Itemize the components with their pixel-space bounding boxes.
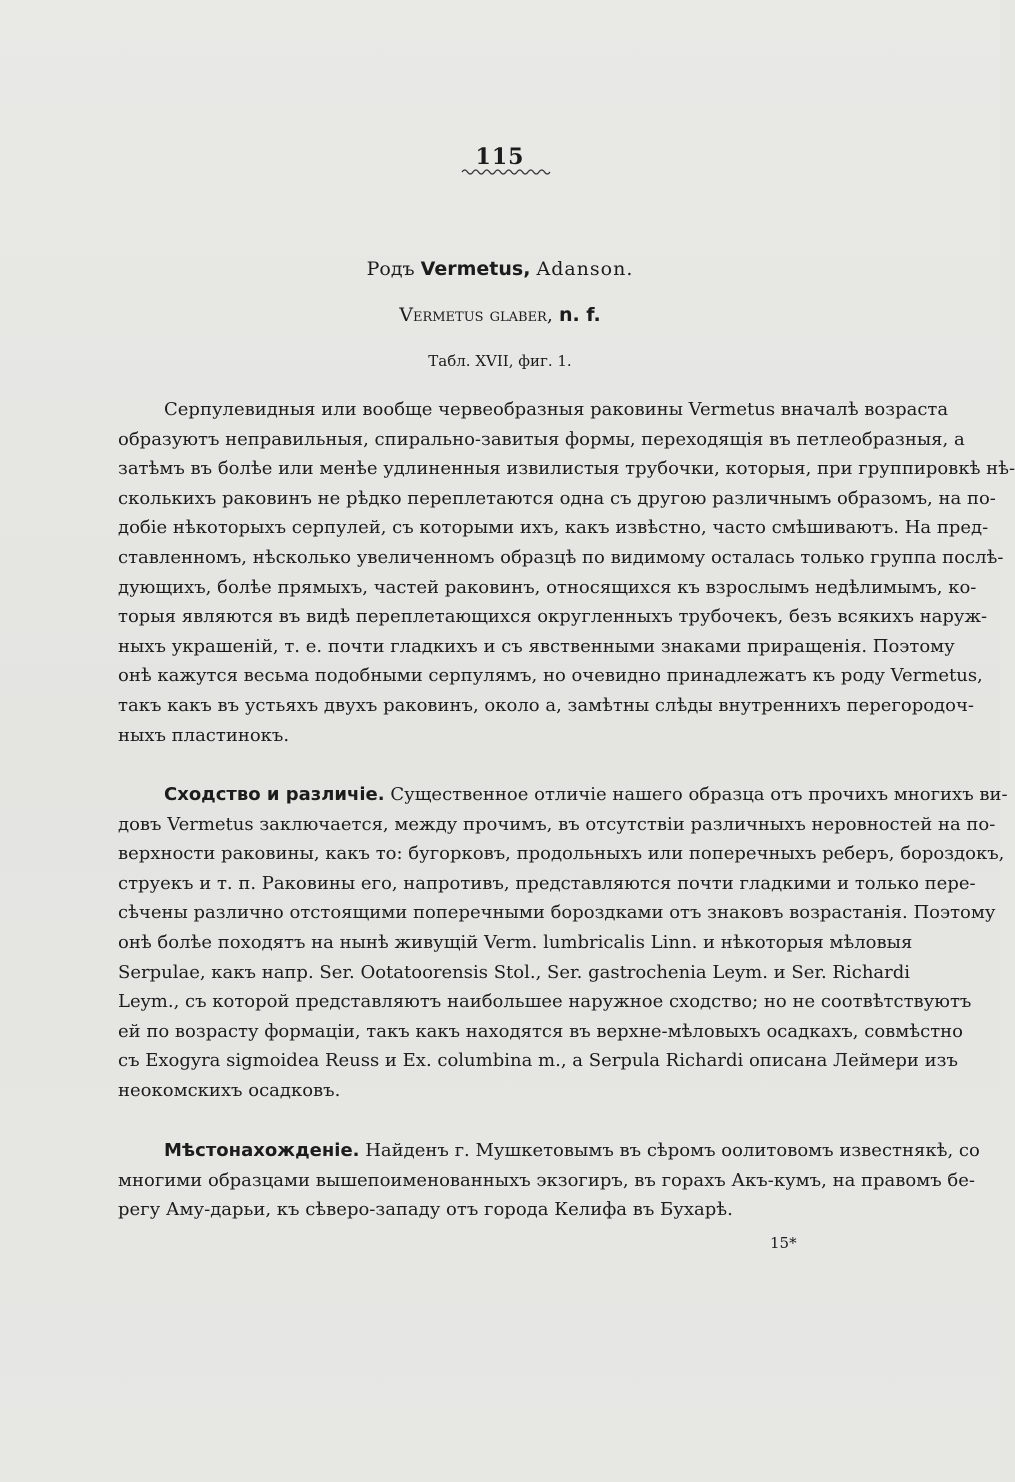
text-line: регу Аму-дарьи, къ сѣверо-западу отъ города Келифа въ Бухарѣ. xyxy=(118,1199,733,1221)
text-line: сколькихъ раковинъ не рѣдко переплетаются одна съ другою различнымъ образомъ, на по- xyxy=(118,487,996,509)
text-line: неокомскихъ осадковъ. xyxy=(118,1079,341,1101)
plate-reference: Табл. XVII, фиг. 1. xyxy=(428,352,572,370)
locality-first-line: Найденъ г. Мушкетовымъ въ сѣромъ оолитовомъ известнякѣ, со xyxy=(365,1140,980,1161)
comparison-paragraph xyxy=(118,780,1008,1106)
species-heading xyxy=(0,304,1000,326)
text-line: ей по возрасту формаціи, такъ какъ находятся въ верхне-мѣловыхъ осадкахъ, совмѣстно xyxy=(118,1020,964,1042)
species-name: Vermetus glaber, xyxy=(399,304,553,326)
text-line: затѣмъ въ болѣе или менѣе удлиненныя извилистыя трубочки, которыя, при группировкѣ нѣ- xyxy=(118,458,1015,480)
text-line xyxy=(118,1136,980,1166)
genus-name: Vermetus, xyxy=(420,258,531,280)
text-line: многими образцами вышепоименованныхъ экзогиръ, въ горахъ Акъ-кумъ, на правомъ бе- xyxy=(118,1169,975,1191)
comparison-heading: Сходство и различіе. xyxy=(164,784,385,805)
text-line: Серпулевидныя или вообще червеобразныя раковины Vermetus вначалѣ возраста xyxy=(164,399,949,420)
text-line: дующихъ, болѣе прямыхъ, частей раковинъ, относящихся къ взрослымъ недѣлимымъ, ко- xyxy=(118,576,977,598)
text-line: верхности раковины, какъ то: бугорковъ, продольныхъ или поперечныхъ реберъ, бороздокъ, xyxy=(118,843,1005,865)
text-line: торыя являются въ видѣ переплетающихся округленныхъ трубочекъ, безъ всякихъ наруж- xyxy=(118,606,988,628)
text-line: съ Exogyra sigmoidea Reuss и Ex. columbina m., а Serpula Richardi описана Леймери изъ xyxy=(118,1050,958,1072)
page-number-ornament xyxy=(462,168,550,176)
genus-prefix: Родъ xyxy=(366,258,415,280)
text-line: ныхъ украшеній, т. е. почти гладкихъ и съ явственными знаками приращенія. Поэтому xyxy=(118,635,955,657)
locality-heading: Мѣстонахожденіе. xyxy=(164,1140,360,1161)
locality-paragraph xyxy=(118,1136,980,1225)
signature-mark: 15* xyxy=(770,1234,797,1252)
page-number: 115 xyxy=(475,144,525,170)
text-line: Serpulae, какъ напр. Ser. Ootatoorensis Stol., Ser. gastrochenia Leym. и Ser. Richardi xyxy=(118,961,911,983)
genus-author: Adanson. xyxy=(536,258,634,280)
text-line: такъ какъ въ устьяхъ двухъ раковинъ, около а, замѣтны слѣды внутреннихъ перегородоч- xyxy=(118,694,974,716)
text-line: ныхъ пластинокъ. xyxy=(118,724,290,746)
comparison-first-line: Существенное отличіе нашего образца отъ прочихъ многихъ ви- xyxy=(390,784,1008,805)
text-line xyxy=(118,780,1008,810)
text-line: добіе нѣкоторыхъ серпулей, съ которыми ихъ, какъ извѣстно, часто смѣшиваютъ. На пред- xyxy=(118,517,989,539)
description-paragraph xyxy=(118,395,1015,750)
text-line: сѣчены различно отстоящими поперечными бороздками отъ знаковъ возрастанія. Поэтому xyxy=(118,902,996,924)
species-suffix: n. f. xyxy=(558,304,601,326)
text-line: образуютъ неправильныя, спирально-завитыя формы, переходящія въ петлеобразныя, а xyxy=(118,428,965,450)
text-line: ставленномъ, нѣсколько увеличенномъ образцѣ по видимому осталась только группа послѣ- xyxy=(118,546,1004,568)
text-line: онѣ болѣе походятъ на нынѣ живущій Verm. lumbricalis Linn. и нѣкоторыя мѣловыя xyxy=(118,931,913,953)
text-line: довъ Vermetus заключается, между прочимъ, въ отсутствіи различныхъ неровностей на по- xyxy=(118,813,996,835)
text-line: струекъ и т. п. Раковины его, напротивъ, представляются почти гладкими и только пере- xyxy=(118,872,976,894)
text-line: Leym., съ которой представляютъ наибольшее наружное сходство; но не соотвѣтствуютъ xyxy=(118,991,972,1013)
genus-heading xyxy=(0,258,1000,280)
text-line: онѣ кажутся весьма подобными серпулямъ, но очевидно принадлежатъ къ роду Vermetus, xyxy=(118,665,983,687)
